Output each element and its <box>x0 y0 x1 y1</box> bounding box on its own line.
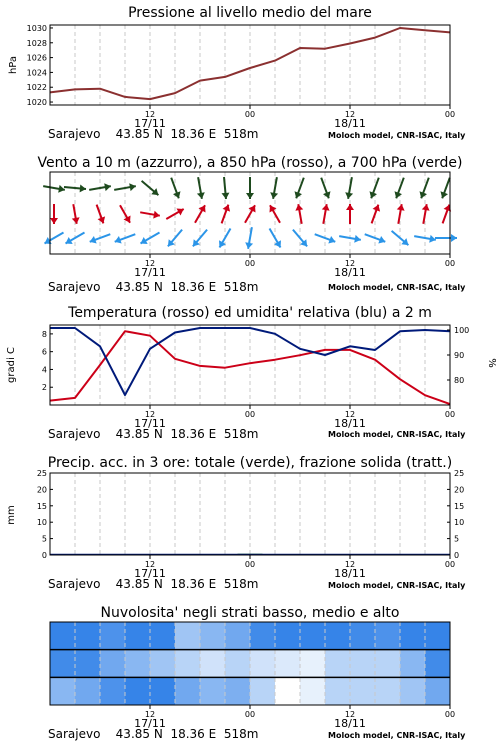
pressure-y-tick-label: 1026 <box>26 53 47 63</box>
cloud-cell <box>300 622 326 650</box>
wind-10m-arrow <box>245 227 253 249</box>
precip-y-right-tick-label: 20 <box>454 485 465 495</box>
precip-y-right-tick-label: 25 <box>454 469 465 478</box>
cloud-cell <box>400 677 426 705</box>
wind-x-tick-label: 12 <box>144 259 156 268</box>
cloud-cell <box>150 677 176 705</box>
temperature-date-label: 17/11 <box>134 417 166 430</box>
wind-700-arrow <box>270 177 278 199</box>
pressure-date-label: 17/11 <box>134 117 166 130</box>
wind-850-arrow <box>72 204 80 224</box>
cloud-date-label: 17/11 <box>134 717 166 730</box>
wind-850-arrow <box>195 205 206 222</box>
cloud-cell <box>125 622 151 650</box>
wind-700-arrow <box>441 178 450 199</box>
wind-700-arrow <box>345 177 353 199</box>
humidity-y-axis-label: % <box>486 358 497 368</box>
precip-panel <box>0 450 500 600</box>
wind-700-arrow <box>420 178 429 199</box>
wind-700-arrow <box>142 181 159 195</box>
cloud-cell <box>350 677 376 705</box>
precip-plot-frame <box>50 473 450 555</box>
temperature-x-tick-label: 00 <box>444 410 456 419</box>
cloud-cell <box>200 677 226 705</box>
cloud-x-tick-label: 00 <box>244 710 256 719</box>
precip-date-label: 17/11 <box>134 567 166 580</box>
wind-10m-arrow <box>45 233 64 245</box>
cloud-cell <box>325 650 351 678</box>
wind-10m-arrow <box>435 234 457 242</box>
cloud-cell <box>250 650 276 678</box>
cloud-cell <box>300 677 326 705</box>
wind-850-arrow <box>245 205 256 222</box>
precip-x-tick-label: 00 <box>244 560 256 569</box>
cloud-cell <box>400 622 426 650</box>
wind-date-label: 18/11 <box>334 266 366 279</box>
precip-y-tick-label: 15 <box>36 501 47 511</box>
precip-y-right-tick-label: 0 <box>454 551 460 560</box>
wind-panel <box>0 150 500 300</box>
precip-x-tick-label: 12 <box>144 560 156 569</box>
cloud-cell <box>50 677 76 705</box>
cloud-cell <box>225 622 251 650</box>
temperature-y-tick-label: 6 <box>41 347 47 357</box>
precip-model-credit: Moloch model, CNR-ISAC, Italy <box>328 581 466 590</box>
precip-y-right-tick-label: 15 <box>454 501 465 511</box>
cloud-cell <box>175 650 201 678</box>
pressure-model-credit: Moloch model, CNR-ISAC, Italy <box>328 131 466 140</box>
precip-y-right-tick-label: 10 <box>454 518 465 528</box>
precip-y-tick-label: 0 <box>41 551 47 560</box>
cloud-cell <box>200 622 226 650</box>
temperature-x-tick-label: 12 <box>344 410 356 419</box>
wind-700-arrow <box>171 178 180 199</box>
wind-700-arrow <box>395 178 404 199</box>
cloud-cell <box>75 677 101 705</box>
cloud-cell <box>375 677 401 705</box>
precip-y-tick-label: 25 <box>36 469 47 478</box>
cloud-cell <box>100 622 126 650</box>
cloud-cell <box>275 622 301 650</box>
cloud-cell <box>50 622 76 650</box>
pressure-y-tick-label: 1020 <box>26 98 47 108</box>
cloud-cell <box>250 622 276 650</box>
temperature-y-axis-label: gradi C <box>6 347 17 383</box>
cloud-cell <box>325 677 351 705</box>
cloud-cell <box>425 650 451 678</box>
cloud-cell <box>75 650 101 678</box>
pressure-y-tick-label: 1022 <box>26 83 47 93</box>
wind-850-arrow <box>50 204 58 224</box>
cloud-cell <box>300 650 326 678</box>
wind-700-arrow <box>295 178 304 199</box>
pressure-y-tick-label: 1024 <box>26 68 47 78</box>
precip-location: Sarajevo 43.85 N 18.36 E 518m <box>48 577 259 591</box>
precip-y-tick-label: 10 <box>36 518 47 528</box>
cloud-date-label: 18/11 <box>334 717 366 730</box>
wind-x-tick-label: 12 <box>344 259 356 268</box>
cloud-cell <box>50 650 76 678</box>
wind-850-arrow <box>322 204 330 224</box>
cloud-cell <box>75 622 101 650</box>
cloud-title: Nuvolosita' negli strati basso, medio e alto <box>100 605 400 621</box>
wind-x-tick-label: 00 <box>444 259 456 268</box>
cloud-cell <box>175 622 201 650</box>
temperature-date-label: 18/11 <box>334 417 366 430</box>
cloud-cell <box>275 677 301 705</box>
wind-700-arrow <box>370 178 379 199</box>
precip-x-tick-label: 12 <box>344 560 356 569</box>
cloud-cell <box>150 650 176 678</box>
precip-y-tick-label: 5 <box>41 534 47 544</box>
cloud-cell <box>150 622 176 650</box>
wind-850-arrow <box>295 204 303 224</box>
wind-model-credit: Moloch model, CNR-ISAC, Italy <box>328 283 466 292</box>
wind-chart <box>0 150 500 300</box>
precip-date-label: 18/11 <box>334 567 366 580</box>
pressure-panel <box>0 0 500 150</box>
cloud-cell <box>325 622 351 650</box>
humidity-y-right-tick-label: 100 <box>454 326 470 335</box>
pressure-y-tick-label: 1030 <box>26 23 47 33</box>
wind-700-arrow <box>246 177 254 199</box>
cloud-model-credit: Moloch model, CNR-ISAC, Italy <box>328 731 466 740</box>
wind-850-arrow <box>346 204 354 224</box>
cloud-cell <box>125 650 151 678</box>
precip-y-right-tick-label: 5 <box>454 534 460 544</box>
cloud-x-tick-label: 12 <box>344 710 356 719</box>
cloud-cell <box>350 650 376 678</box>
cloud-cell <box>350 622 376 650</box>
cloud-location: Sarajevo 43.85 N 18.36 E 518m <box>48 727 259 741</box>
temperature-y-tick-label: 8 <box>41 329 47 339</box>
wind-850-arrow <box>97 205 106 224</box>
cloud-cell <box>200 650 226 678</box>
wind-700-arrow <box>197 177 205 199</box>
temperature-x-tick-label: 00 <box>244 410 256 419</box>
wind-850-arrow <box>397 204 405 224</box>
pressure-title: Pressione al livello medio del mare <box>128 5 372 21</box>
pressure-location: Sarajevo 43.85 N 18.36 E 518m <box>48 127 259 141</box>
pressure-date-label: 18/11 <box>334 117 366 130</box>
humidity-y-right-tick-label: 90 <box>454 351 465 360</box>
wind-700-arrow <box>43 185 65 193</box>
wind-date-label: 17/11 <box>134 266 166 279</box>
cloud-cell <box>225 677 251 705</box>
cloud-cell <box>250 677 276 705</box>
temperature-location: Sarajevo 43.85 N 18.36 E 518m <box>48 427 259 441</box>
cloud-cell <box>100 650 126 678</box>
cloud-cell <box>175 677 201 705</box>
pressure-x-tick-label: 00 <box>444 110 456 119</box>
humidity-y-right-tick-label: 80 <box>454 376 465 385</box>
pressure-y-axis-label: hPa <box>8 55 19 75</box>
precip-y-tick-label: 20 <box>36 485 47 495</box>
wind-title: Vento a 10 m (azzurro), a 850 hPa (rosso), a 700 hPa (verde) <box>37 155 463 171</box>
cloud-cell <box>425 622 451 650</box>
wind-700-arrow <box>64 185 86 193</box>
cloud-cell <box>100 677 126 705</box>
cloud-x-tick-label: 00 <box>444 710 456 719</box>
pressure-y-tick-label: 1028 <box>26 38 47 48</box>
wind-location: Sarajevo 43.85 N 18.36 E 518m <box>48 280 259 294</box>
wind-700-arrow <box>321 178 330 199</box>
temperature-y-tick-label: 4 <box>41 365 47 375</box>
cloud-panel <box>0 600 500 750</box>
cloud-cell <box>425 677 451 705</box>
cloud-cell <box>375 622 401 650</box>
temperature-panel <box>0 300 500 450</box>
temperature-y-tick-label: 2 <box>41 383 47 393</box>
cloud-cell <box>375 650 401 678</box>
cloud-cell <box>225 650 251 678</box>
pressure-x-tick-label: 12 <box>144 110 156 119</box>
wind-850-arrow <box>372 205 381 224</box>
wind-850-arrow <box>422 204 430 224</box>
pressure-x-tick-label: 00 <box>244 110 256 119</box>
precip-x-tick-label: 00 <box>444 560 456 569</box>
temperature-model-credit: Moloch model, CNR-ISAC, Italy <box>328 430 466 439</box>
precip-y-axis-label: mm <box>6 505 17 525</box>
temperature-x-tick-label: 12 <box>144 410 156 419</box>
cloud-cell <box>275 650 301 678</box>
cloud-cell <box>400 650 426 678</box>
temperature-title: Temperatura (rosso) ed umidita' relativa (blu) a 2 m <box>68 305 432 321</box>
wind-850-arrow <box>222 205 231 224</box>
precip-title: Precip. acc. in 3 ore: totale (verde), frazione solida (tratt.) <box>47 455 453 471</box>
cloud-x-tick-label: 12 <box>144 710 156 719</box>
cloud-cell <box>125 677 151 705</box>
wind-x-tick-label: 00 <box>244 259 256 268</box>
wind-850-arrow <box>270 205 281 222</box>
pressure-x-tick-label: 12 <box>344 110 356 119</box>
